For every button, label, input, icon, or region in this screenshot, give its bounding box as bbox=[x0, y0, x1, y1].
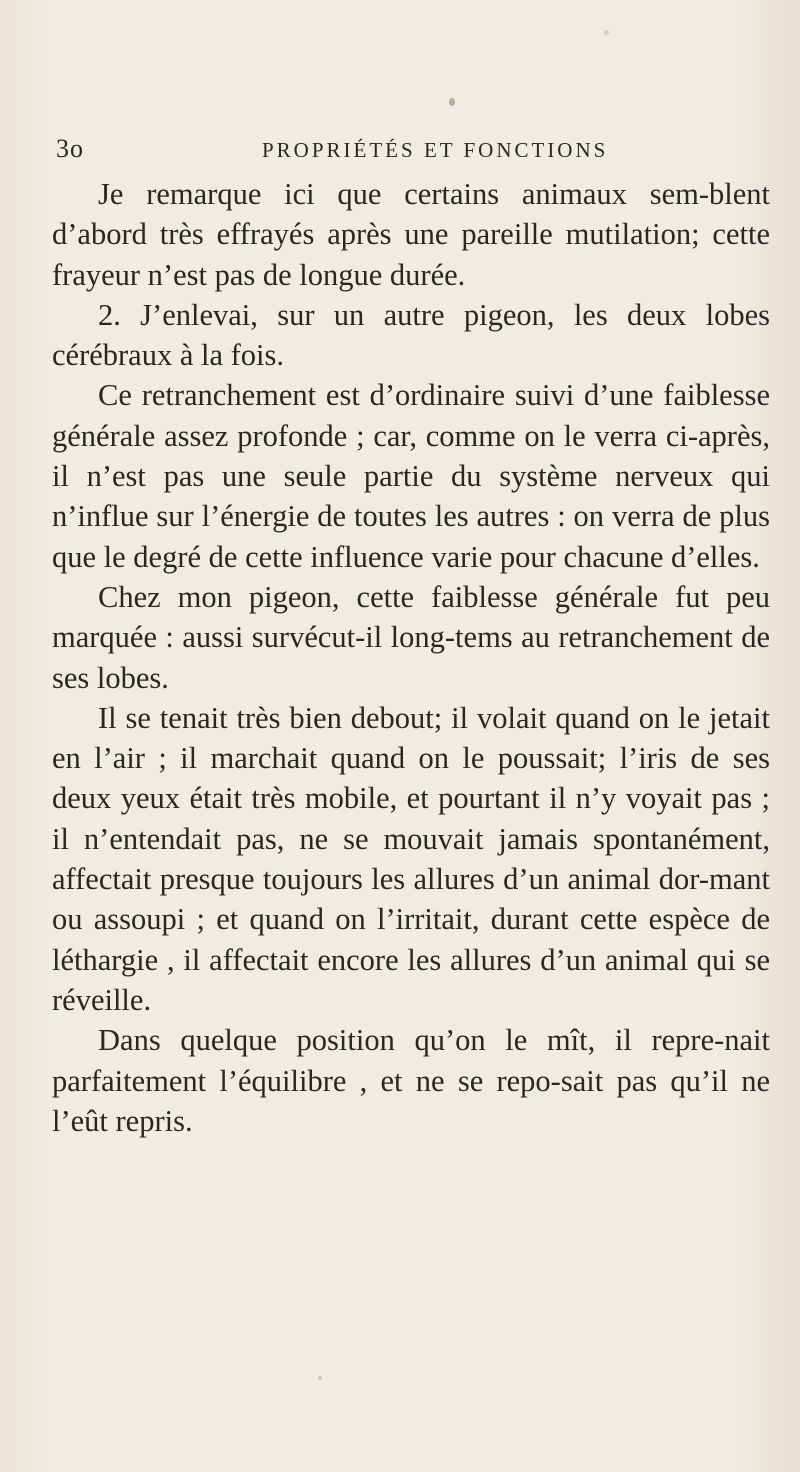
paragraph: Ce retranchement est d’ordinaire suivi d’une faiblesse générale assez profonde ; car, comme on le verra ci-après, il n’est pas une seule partie du système nerveux qui n’influe sur l’énergie de toutes les autres : on verra de plus que le degré de cette influence varie pour chacune d’elles. bbox=[52, 378, 770, 574]
paragraph: Dans quelque position qu’on le mît, il repre-nait parfaitement l’équilibre , et ne se repo-sait pas qu’il ne l’eût repris. bbox=[52, 1023, 770, 1138]
page-number: 3o bbox=[56, 134, 84, 163]
running-head: PROPRIÉTÉS ET FONCTIONS bbox=[262, 138, 609, 162]
ink-speck bbox=[318, 1376, 322, 1380]
page-header bbox=[56, 134, 696, 170]
paragraph: Je remarque ici que certains animaux sem-blent d’abord très effrayés après une pareille mutilation; cette frayeur n’est pas de longue durée. bbox=[52, 177, 770, 292]
ink-speck bbox=[449, 98, 455, 106]
paragraph: 2. J’enlevai, sur un autre pigeon, les deux lobes cérébraux à la fois. bbox=[52, 297, 770, 373]
paragraph: Chez mon pigeon, cette faiblesse générale fut peu marquée : aussi survécut-il long-tems au retranchement de ses lobes. bbox=[52, 579, 770, 695]
paragraph: Il se tenait très bien debout; il volait quand on le jetait en l’air ; il marchait quand on le poussait; l’iris de ses deux yeux était très mobile, et pourtant il n’y voyait pas ; il n’entendait pas, ne se mouvait jamais spontanément, affectait presque toujours les allures d’un animal dor-mant ou assoupi ; et quand on l’irritait, durant cette espèce de léthargie , il affectait encore les allures d’un animal qui se réveille. bbox=[52, 700, 770, 1017]
body-text bbox=[52, 174, 770, 1141]
ink-speck bbox=[604, 30, 609, 35]
